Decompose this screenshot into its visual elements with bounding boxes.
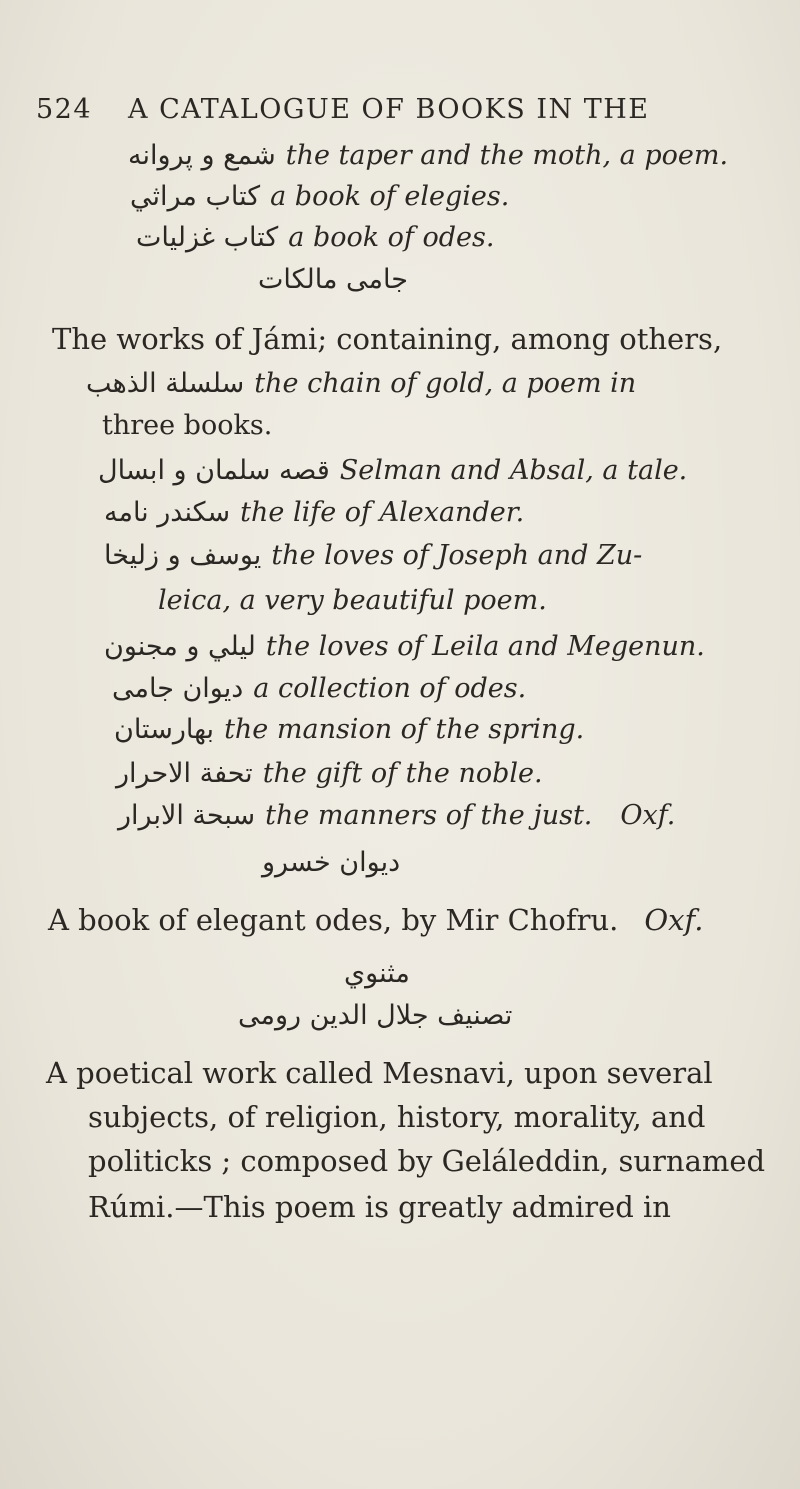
arabic-title: قصه سلمان و ابسال xyxy=(98,455,330,486)
page-header xyxy=(36,94,649,125)
entry-description: the life of Alexander. xyxy=(240,497,525,528)
entry-description: the manners of the just. xyxy=(265,800,593,831)
arabic-title: سلسلة الذهب xyxy=(86,368,245,399)
arabic-title: سبحة الابرار xyxy=(118,800,256,831)
entry-life-of-alexander xyxy=(104,497,524,528)
entry-chain-of-gold xyxy=(86,368,636,399)
page-number: 524 xyxy=(36,94,93,125)
entry-description: the chain of gold, a poem in xyxy=(254,368,637,399)
entry-mesnavi-line-1 xyxy=(46,1056,713,1090)
entry-description: The works of Jámi; containing, among others, xyxy=(52,322,723,356)
entry-gift-of-noble xyxy=(116,758,543,789)
entry-leila-and-megenun xyxy=(104,631,705,662)
entry-description: A book of elegant odes, by Mir Chofru. xyxy=(48,903,619,937)
arabic-title: جامى مالكات xyxy=(258,264,408,295)
arabic-title: كتاب غزليات xyxy=(136,222,279,253)
location-oxf: Oxf. xyxy=(644,903,704,937)
entry-three-books xyxy=(102,410,272,441)
arabic-title: تحفة الاحرار xyxy=(116,758,253,789)
entry-joseph-and-zuleica xyxy=(104,540,642,571)
entry-taper-and-moth xyxy=(128,140,728,171)
entry-works-of-jami xyxy=(52,322,722,356)
heading-mesnavi xyxy=(344,958,410,989)
entry-description: the mansion of the spring. xyxy=(224,714,585,745)
entry-description: leica, a very beautiful poem. xyxy=(158,585,547,616)
arabic-title: ديوان جامى xyxy=(112,673,244,704)
location-oxf: Oxf. xyxy=(620,800,676,831)
entry-description: a collection of odes. xyxy=(253,673,527,704)
entry-elegies xyxy=(130,181,509,212)
entry-collection-of-odes xyxy=(112,673,526,704)
entry-description: three books. xyxy=(102,410,273,441)
entry-mesnavi-line-3 xyxy=(88,1144,765,1178)
entry-description: subjects, of religion, history, morality, and xyxy=(88,1100,706,1134)
entry-description: the gift of the noble. xyxy=(262,758,543,789)
arabic-title: كتاب مراثي xyxy=(130,181,261,212)
entry-odes xyxy=(136,222,494,253)
heading-jalaleddin-rumi xyxy=(238,1000,512,1031)
entry-description: politicks ; composed by Geláleddin, surnamed xyxy=(88,1144,766,1178)
entry-zuleica-continued xyxy=(158,585,547,616)
arabic-title: تصنيف جلال الدين رومى xyxy=(238,1000,513,1031)
arabic-title: يوسف و زليخا xyxy=(104,540,262,571)
entry-description: a book of odes. xyxy=(288,222,495,253)
entry-description: Selman and Absal, a tale. xyxy=(339,455,688,486)
entry-description: the taper and the moth, a poem. xyxy=(285,140,729,171)
arabic-title: مثنوي xyxy=(344,958,410,989)
heading-divan-khosru xyxy=(262,847,400,878)
arabic-title: ليلي و مجنون xyxy=(104,631,256,662)
running-title: A CATALOGUE OF BOOKS IN THE xyxy=(128,94,650,125)
arabic-title: بهارستان xyxy=(114,714,215,745)
entry-description: the loves of Joseph and Zu- xyxy=(271,540,643,571)
entry-description: A poetical work called Mesnavi, upon several xyxy=(46,1056,713,1090)
entry-mesnavi-line-2 xyxy=(88,1100,705,1134)
entry-description: Rúmi.—This poem is greatly admired in xyxy=(88,1190,671,1224)
entry-description: the loves of Leila and Megenun. xyxy=(265,631,705,662)
arabic-title: سكندر نامه xyxy=(104,497,231,528)
entry-description: a book of elegies. xyxy=(270,181,510,212)
entry-mir-chofru xyxy=(48,903,703,937)
entry-manners-of-just xyxy=(118,800,675,831)
entry-mansion-of-spring xyxy=(114,714,584,745)
entry-selman-and-absal xyxy=(98,455,687,486)
heading-jami-works xyxy=(258,264,408,295)
arabic-title: ديوان خسرو xyxy=(262,847,401,878)
entry-mesnavi-line-4 xyxy=(88,1190,671,1224)
arabic-title: شمع و پروانه xyxy=(128,140,276,171)
